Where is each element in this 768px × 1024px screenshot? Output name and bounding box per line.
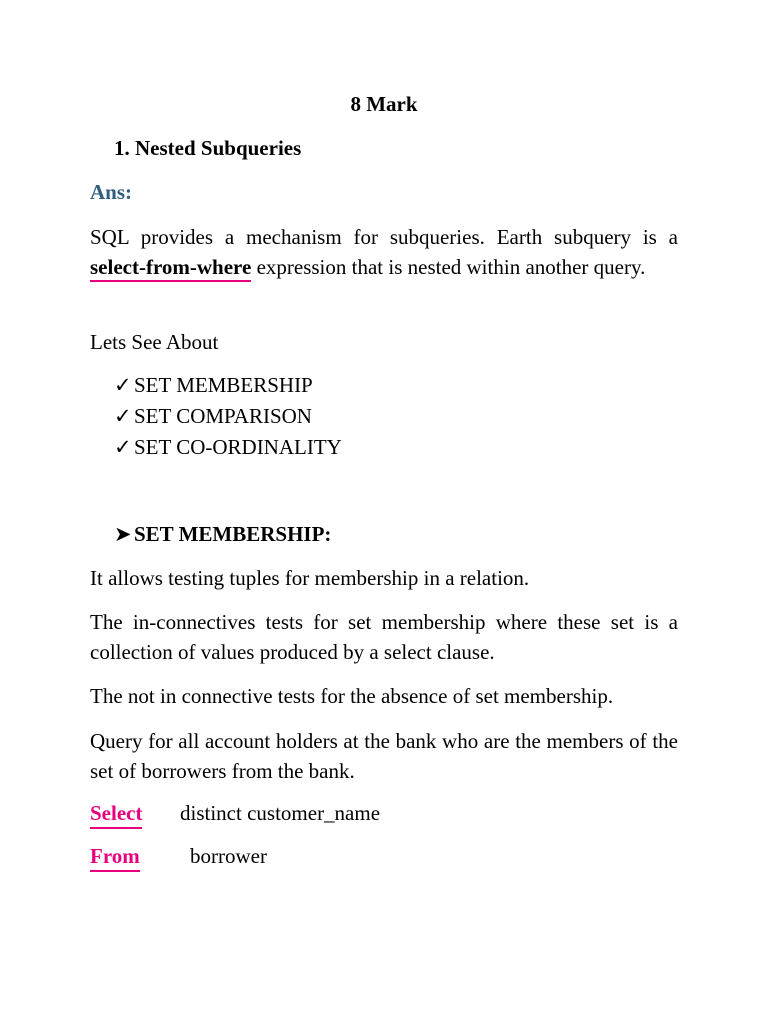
lets-see-text: Lets See About	[90, 330, 219, 354]
checklist-item	[114, 401, 342, 432]
sql-from-value: borrower	[190, 844, 267, 868]
page-title: 8 Mark	[350, 92, 418, 116]
checkmark-icon: ✓	[114, 404, 132, 428]
arrowhead-bullet-icon: ➤	[114, 522, 132, 546]
checklist-item-label: SET CO-ORDINALITY	[134, 435, 342, 459]
checklist-item-label: SET MEMBERSHIP	[134, 373, 313, 397]
paragraph-not-in-connective: The not in connective tests for the absence of set membership.	[90, 684, 614, 708]
paragraph-query-description: Query for all account holders at the bank who are the members of the set of borrowers from the bank.	[90, 729, 678, 783]
section-heading	[114, 522, 331, 547]
checklist-item	[114, 432, 342, 463]
checkmark-icon: ✓	[114, 435, 132, 459]
sql-select-value: distinct customer_name	[180, 801, 381, 825]
checklist-item-label: SET COMPARISON	[134, 404, 312, 428]
question-heading: 1. Nested Subqueries	[114, 136, 302, 160]
answer-label: Ans:	[90, 180, 133, 204]
sql-from-keyword: From	[90, 844, 140, 872]
paragraph-membership: It allows testing tuples for membership in a relation.	[90, 566, 530, 590]
section-heading-text: SET MEMBERSHIP:	[134, 522, 332, 546]
checklist-item	[114, 370, 342, 401]
checkmark-icon: ✓	[114, 373, 132, 397]
intro-text-end: expression that is nested within another query.	[251, 255, 646, 279]
intro-text-start: SQL provides a mechanism for subqueries. Earth subquery is a	[90, 225, 678, 249]
intro-paragraph	[90, 222, 678, 282]
topic-checklist	[114, 370, 342, 463]
paragraph-in-connective: The in-connectives tests for set membership where these set is a collection of values produced by a select clause.	[90, 610, 678, 664]
intro-keyword: select-from-where	[90, 255, 251, 282]
sql-select-keyword: Select	[90, 801, 142, 829]
